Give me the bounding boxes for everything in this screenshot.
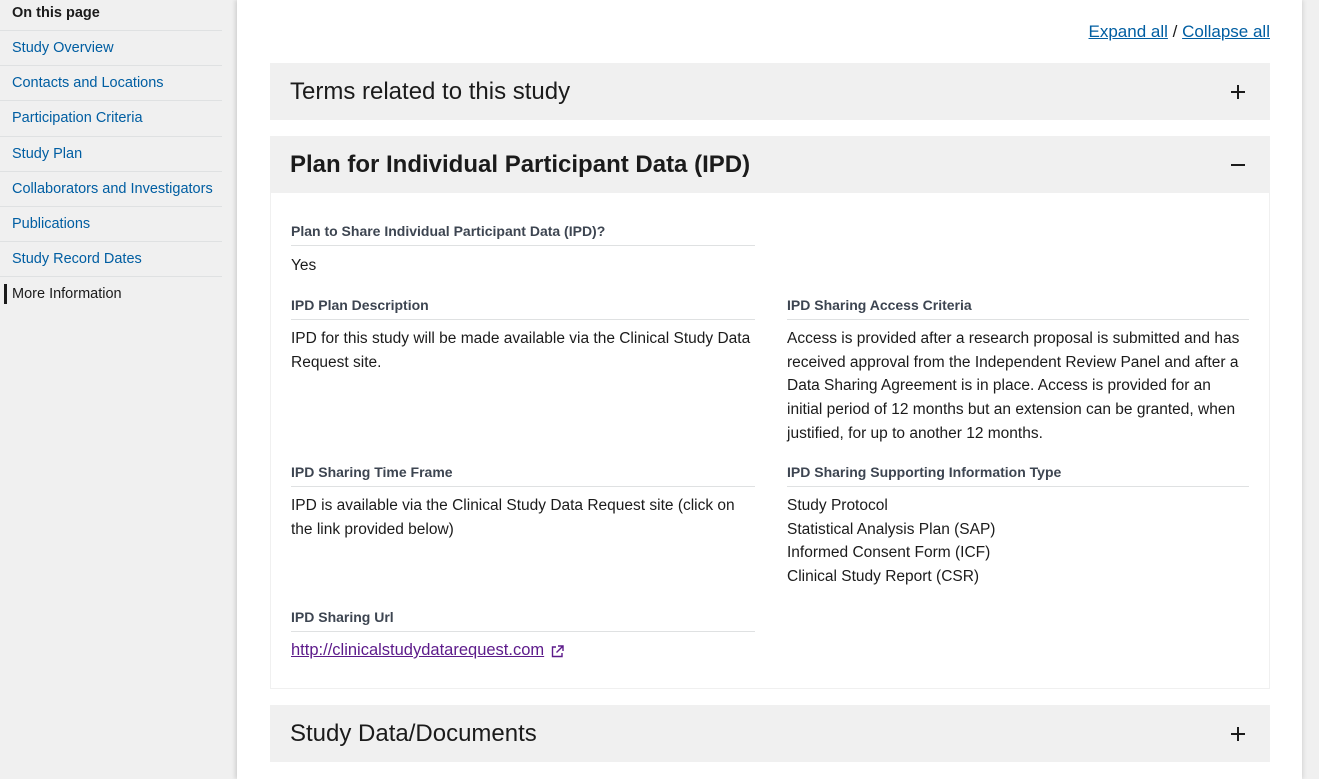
expand-collapse-controls xyxy=(1089,22,1270,42)
time-frame-label: IPD Sharing Time Frame xyxy=(291,464,755,487)
sidebar-heading: On this page xyxy=(12,5,100,21)
sharing-url-row xyxy=(291,639,755,666)
accordion-terms-title: Terms related to this study xyxy=(290,77,571,105)
time-frame-value: IPD is available via the Clinical Study Data Request site (click on the link provided below) xyxy=(291,497,735,538)
collapse-all-link[interactable]: Collapse all xyxy=(1182,22,1270,41)
sidebar-item-study-overview[interactable]: Study Overview xyxy=(0,30,222,65)
external-link-icon[interactable] xyxy=(551,642,564,666)
plus-icon[interactable] xyxy=(1230,726,1246,742)
plan-share-value: Yes xyxy=(291,257,317,274)
accordion-documents-header[interactable] xyxy=(270,705,1270,762)
accordion-ipd-title: Plan for Individual Participant Data (IPD) xyxy=(290,150,751,178)
access-criteria-value: Access is provided after a research proposal is submitted and has received approval from the Independent Review Panel and after a Data Sharing Agreement is in place. Access is provided for an initial period of 12 months but an extension can be granted, when justified, for up to another 12 months. xyxy=(787,330,1240,442)
sidebar-item-participation-criteria[interactable]: Participation Criteria xyxy=(0,100,222,135)
on-this-page-sidebar xyxy=(0,0,237,779)
supporting-info-item: Clinical Study Report (CSR) xyxy=(787,568,980,586)
plan-description-label: IPD Plan Description xyxy=(291,297,755,320)
minus-icon[interactable] xyxy=(1230,157,1246,173)
main-content xyxy=(237,0,1302,779)
access-criteria-label: IPD Sharing Access Criteria xyxy=(787,297,1249,320)
supporting-info-item: Statistical Analysis Plan (SAP) xyxy=(787,520,996,538)
sidebar-item-study-record-dates[interactable]: Study Record Dates xyxy=(0,241,222,276)
supporting-info-item: Informed Consent Form (ICF) xyxy=(787,544,991,562)
sidebar-list xyxy=(0,30,222,312)
supporting-info-list xyxy=(787,494,1249,589)
plan-share-label: Plan to Share Individual Participant Data (IPD)? xyxy=(291,223,755,246)
supporting-info-label: IPD Sharing Supporting Information Type xyxy=(787,464,1249,487)
sidebar-item-study-plan[interactable]: Study Plan xyxy=(0,136,222,171)
sidebar-item-publications[interactable]: Publications xyxy=(0,206,222,241)
plus-icon[interactable] xyxy=(1230,84,1246,100)
sidebar-item-collaborators-investigators[interactable]: Collaborators and Investigators xyxy=(0,171,222,206)
accordion-terms-header[interactable] xyxy=(270,63,1270,120)
sidebar-item-contacts-locations[interactable]: Contacts and Locations xyxy=(0,65,222,100)
expand-collapse-separator: / xyxy=(1172,22,1178,41)
supporting-info-item: Study Protocol xyxy=(787,497,888,514)
sharing-url-link[interactable]: http://clinicalstudydatarequest.com xyxy=(291,641,545,659)
sidebar-item-more-information[interactable]: More Information xyxy=(0,276,222,311)
expand-all-link[interactable]: Expand all xyxy=(1088,22,1168,41)
sharing-url-label: IPD Sharing Url xyxy=(291,609,755,632)
accordion-ipd-body xyxy=(270,193,1270,689)
plan-description-value: IPD for this study will be made available via the Clinical Study Data Request site. xyxy=(291,330,751,371)
accordion-ipd-header[interactable] xyxy=(270,136,1270,193)
accordion-documents-title: Study Data/Documents xyxy=(290,719,537,747)
